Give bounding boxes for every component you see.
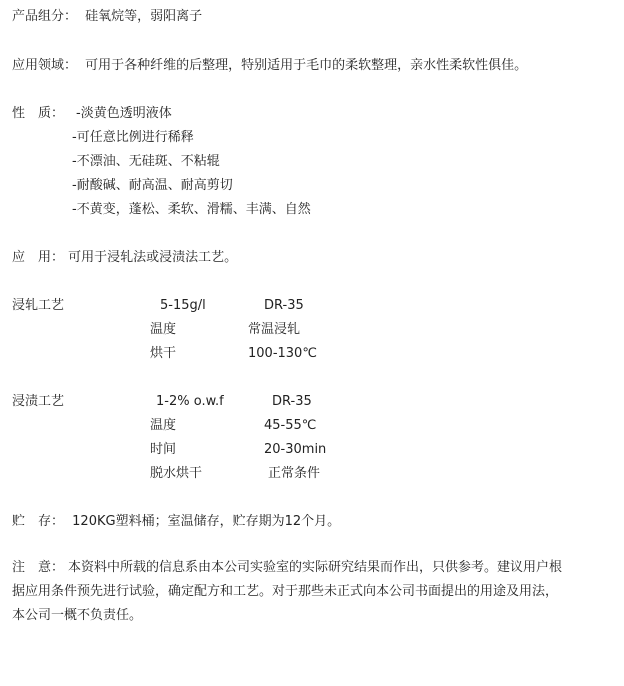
padding-process-dosage: 5-15g/l xyxy=(160,298,206,313)
padding-param: 烘干 xyxy=(150,346,177,361)
storage-value: 120KG塑料桶；室温储存，贮存期为12个月。 xyxy=(72,514,341,529)
notice-text: 本资料中所载的信息系由本公司实验室的实际研究结果而作出，只供参考。建议用户根 xyxy=(68,560,563,575)
property-item: -淡黄色透明液体 xyxy=(76,106,172,121)
notice-line xyxy=(12,556,612,580)
composition-label: 产品组分： xyxy=(12,9,78,24)
exhaust-value: 正常条件 xyxy=(268,466,321,481)
property-item: -不漂油、无硅斑、不粘辊 xyxy=(72,154,220,169)
property-item: -耐酸碱、耐高温、耐高剪切 xyxy=(72,178,233,193)
exhaust-value: 45-55℃ xyxy=(264,418,317,433)
padding-value: 常温浸轧 xyxy=(248,322,301,337)
properties-label: 性 质： xyxy=(12,106,65,121)
exhaust-param: 温度 xyxy=(150,418,177,433)
composition-row xyxy=(12,9,202,25)
application-field-label: 应用领域： xyxy=(12,58,78,73)
application-field-row xyxy=(12,58,527,74)
application-field-value: 可用于各种纤维的后整理，特别适用于毛巾的柔软整理，亲水性柔软性俱佳。 xyxy=(85,58,528,73)
property-item: -可任意比例进行稀释 xyxy=(72,130,194,145)
storage-row xyxy=(12,514,340,530)
exhaust-process-title: 浸渍工艺 xyxy=(12,394,65,409)
usage-row xyxy=(12,250,237,266)
usage-label: 应 用： xyxy=(12,250,65,265)
notice-line: 据应用条件预先进行试验，确定配方和工艺。对于那些未正式向本公司书面提出的用途及用法， xyxy=(12,584,559,599)
padding-value: 100-130℃ xyxy=(248,346,317,361)
exhaust-process-product: DR-35 xyxy=(272,394,312,409)
exhaust-value: 20-30min xyxy=(264,442,327,457)
notice-line: 本公司一概不负责任。 xyxy=(12,608,143,623)
notice-block xyxy=(12,556,612,628)
property-item: -不黄变，蓬松、柔软、滑糯、丰满、自然 xyxy=(72,202,311,217)
padding-process-title: 浸轧工艺 xyxy=(12,298,65,313)
composition-value: 硅氧烷等，弱阳离子 xyxy=(85,9,203,24)
exhaust-param: 脱水烘干 xyxy=(150,466,203,481)
exhaust-param: 时间 xyxy=(150,442,177,457)
notice-label: 注 意： xyxy=(12,560,65,575)
exhaust-process-dosage: 1-2% o.w.f xyxy=(156,394,224,409)
padding-param: 温度 xyxy=(150,322,177,337)
usage-value: 可用于浸轧法或浸渍法工艺。 xyxy=(68,250,238,265)
storage-label: 贮 存： xyxy=(12,514,65,529)
padding-process-product: DR-35 xyxy=(264,298,304,313)
